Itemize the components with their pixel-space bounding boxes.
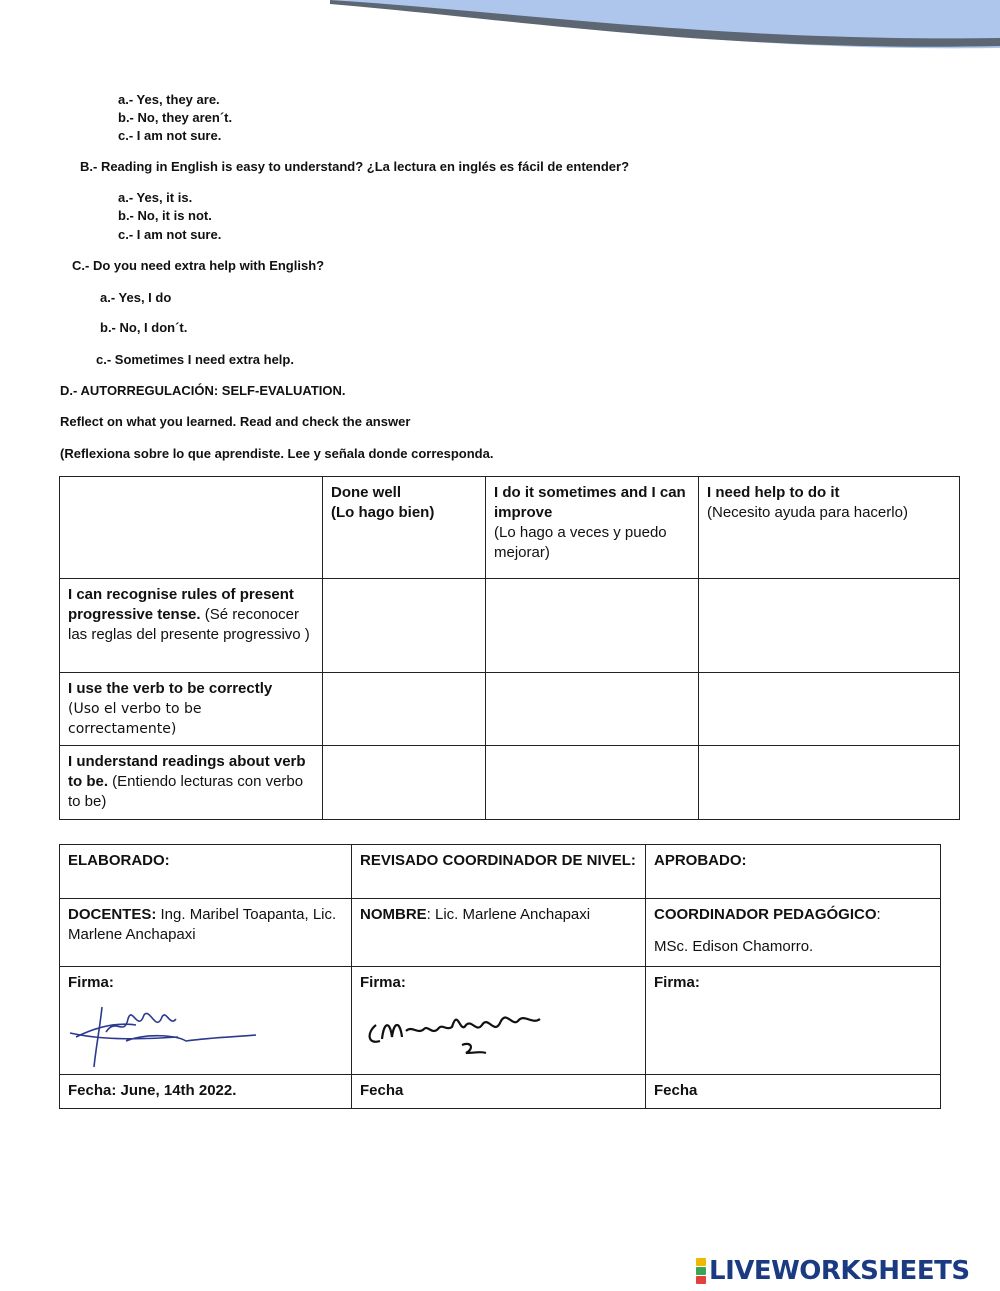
fecha-cell-1: Fecha: June, 14th 2022. (60, 1075, 352, 1109)
firma-cell-1: Firma: (60, 967, 352, 1075)
question-c: C.- Do you need extra help with English? (72, 258, 325, 273)
fecha-cell-2: Fecha (352, 1075, 646, 1109)
row-label-verb-to-be: I use the verb to be correctly (Uso el verbo to be correctamente) (60, 673, 323, 746)
check-cell-done-well[interactable] (323, 673, 486, 746)
aprobado-label: APROBADO: (646, 845, 941, 899)
check-cell-sometimes[interactable] (486, 746, 699, 820)
liveworksheets-logo[interactable] (696, 1256, 970, 1286)
check-cell-sometimes[interactable] (486, 673, 699, 746)
section-d-instruction: Reflect on what you learned. Read and check the answer (60, 414, 411, 429)
check-cell-need-help[interactable] (699, 673, 960, 746)
logo-blocks-icon (696, 1258, 706, 1284)
check-cell-done-well[interactable] (323, 579, 486, 673)
option-b-not-sure: c.- I am not sure. (118, 227, 222, 242)
question-b: B.- Reading in English is easy to understand? ¿La lectura en inglés es fácil de entender? (80, 159, 630, 174)
self-evaluation-table (59, 476, 960, 820)
table-header-row (60, 477, 960, 579)
option-b-yes: a.- Yes, it is. (118, 190, 193, 205)
firma-cell-2: Firma: (352, 967, 646, 1075)
check-cell-need-help[interactable] (699, 746, 960, 820)
check-cell-done-well[interactable] (323, 746, 486, 820)
header-need-help: I need help to do it (Necesito ayuda para hacerlo) (699, 477, 960, 579)
table-row (60, 673, 960, 746)
option-a-yes: a.- Yes, they are. (118, 92, 220, 107)
option-b-no: b.- No, it is not. (118, 208, 212, 223)
check-cell-need-help[interactable] (699, 579, 960, 673)
option-a-not-sure: c.- I am not sure. (118, 128, 222, 143)
option-c-yes: a.- Yes, I do (100, 290, 172, 305)
table-row (60, 579, 960, 673)
nombre-cell: NOMBRE: Lic. Marlene Anchapaxi (352, 899, 646, 967)
section-d-instruction-es: (Reflexiona sobre lo que aprendiste. Lee y señala donde corresponda. (60, 446, 494, 461)
fecha-cell-3: Fecha (646, 1075, 941, 1109)
signature-image-1 (66, 997, 266, 1072)
header-empty-cell (60, 477, 323, 579)
header-sometimes: I do it sometimes and I can improve (Lo hago a veces y puedo mejorar) (486, 477, 699, 579)
header-done-well: Done well (Lo hago bien) (323, 477, 486, 579)
row-label-readings: I understand readings about verb to be. (Entiendo lecturas con verbo to be) (60, 746, 323, 820)
option-c-no: b.- No, I don´t. (100, 320, 188, 335)
row-label-present-progressive: I can recognise rules of present progressive tense. (Sé reconocer las reglas del presente progressivo ) (60, 579, 323, 673)
docentes-cell: DOCENTES: Ing. Maribel Toapanta, Lic. Marlene Anchapaxi (60, 899, 352, 967)
revisado-label: REVISADO COORDINADOR DE NIVEL: (352, 845, 646, 899)
section-d-title: D.- AUTORREGULACIÓN: SELF-EVALUATION. (60, 383, 346, 398)
header-wave-banner (0, 0, 1000, 80)
signature-image-2 (362, 995, 562, 1065)
logo-text: LIVEWORKSHEETS (709, 1256, 970, 1286)
approval-table (59, 844, 941, 1109)
table-row (60, 746, 960, 820)
check-cell-sometimes[interactable] (486, 579, 699, 673)
option-c-sometimes: c.- Sometimes I need extra help. (96, 352, 294, 367)
option-a-no: b.- No, they aren´t. (118, 110, 233, 125)
firma-cell-3: Firma: (646, 967, 941, 1075)
elaborado-label: ELABORADO: (60, 845, 352, 899)
coordinador-cell: COORDINADOR PEDAGÓGICO: MSc. Edison Chamorro. (646, 899, 941, 967)
